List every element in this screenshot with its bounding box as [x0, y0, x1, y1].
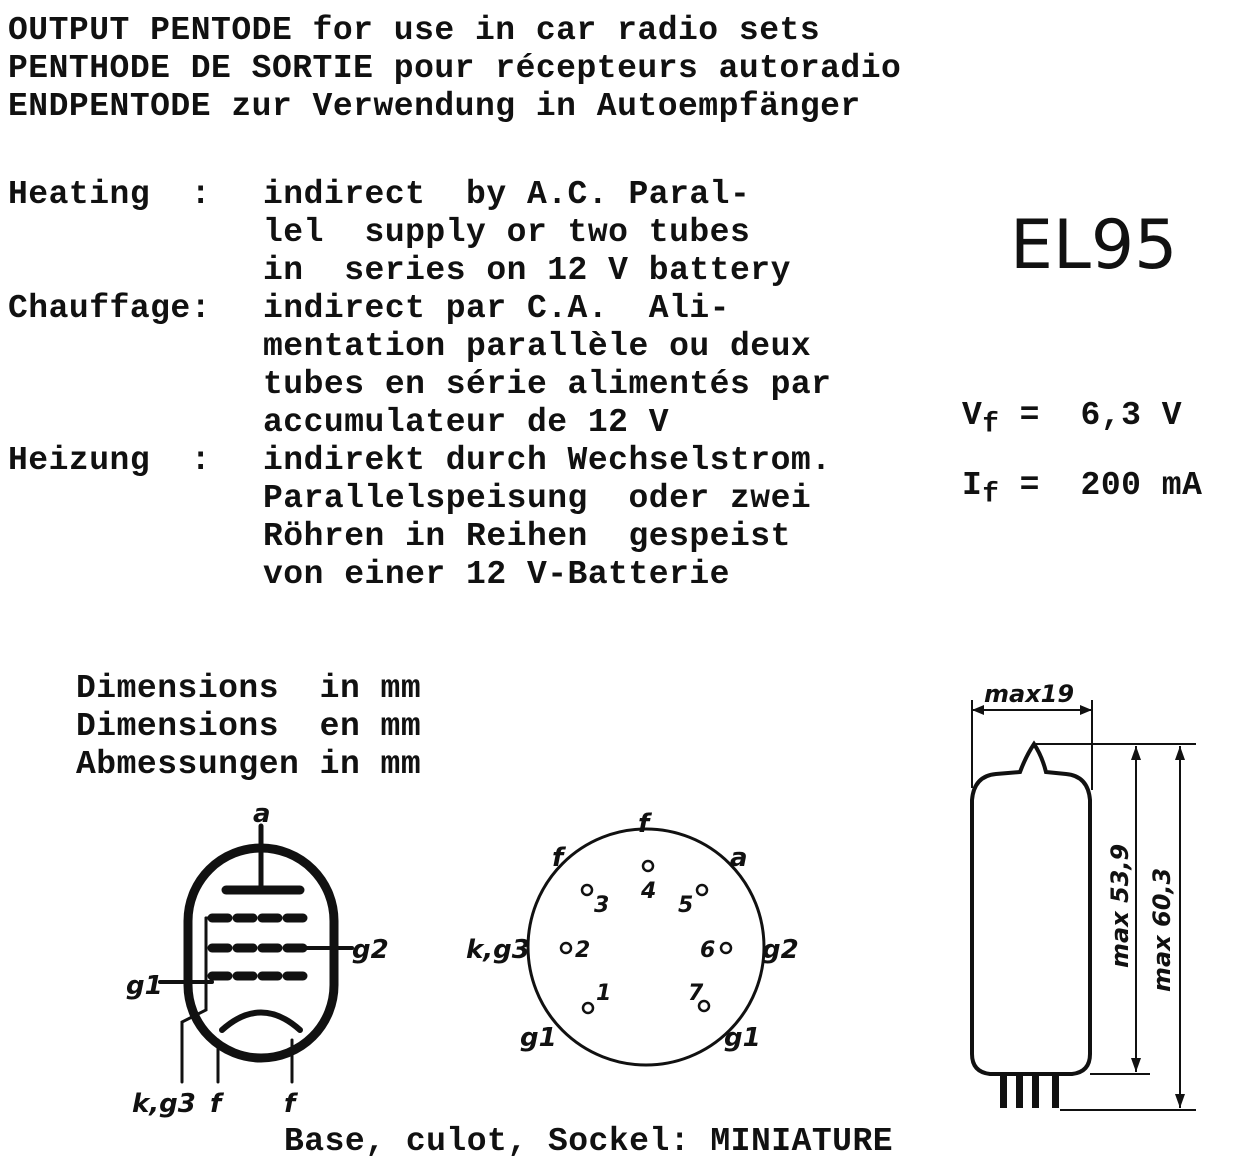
symbol-label-f1: f: [210, 1089, 222, 1119]
tube-symbol: [160, 826, 352, 1082]
height-539-arrow-bottom: [1131, 1058, 1141, 1072]
width-arrow-right: [1080, 705, 1092, 715]
pin-number-4: 4: [641, 879, 657, 904]
dimensions-fr: Dimensions en mm: [76, 708, 422, 745]
pinout-label-top-right: a: [730, 843, 748, 873]
heating-fr-line: indirect par C.A. Ali-: [263, 290, 730, 327]
width-arrow-left: [972, 705, 984, 715]
pinout-label-top-left: f: [552, 843, 564, 873]
tube-pin: [1052, 1076, 1059, 1108]
pin-4-hole: [643, 861, 653, 871]
pin-5-hole: [697, 885, 707, 895]
dimensions-en: Dimensions in mm: [76, 670, 422, 707]
pinout-label-bottom-right: g1: [724, 1023, 761, 1053]
pin-3-hole: [582, 885, 592, 895]
pinout-label-right: g2: [762, 935, 799, 965]
pin-number-3: 3: [594, 893, 610, 918]
heating-de-line: Parallelspeisung oder zwei: [263, 480, 812, 517]
height-603-arrow-bottom: [1175, 1094, 1185, 1108]
heating-en-line: lel supply or two tubes: [263, 214, 751, 251]
title-en: OUTPUT PENTODE for use in car radio sets: [8, 12, 821, 49]
pin-number-2: 2: [575, 938, 591, 963]
pinout-label-top: f: [638, 809, 650, 839]
pin-number-1: 1: [596, 981, 612, 1006]
tube-pin: [1000, 1076, 1007, 1108]
outline-height-603-label: max 60,3: [1148, 867, 1176, 992]
heating-en-line: in series on 12 V battery: [263, 252, 791, 289]
rating-vf-sub: f: [982, 409, 1000, 441]
base-type: Base, culot, Sockel: MINIATURE: [284, 1123, 894, 1160]
symbol-label-g1: g1: [126, 971, 163, 1001]
dimensions-de: Abmessungen in mm: [76, 746, 422, 783]
height-603-arrow-top: [1175, 746, 1185, 760]
heating-fr-label: Chauffage:: [8, 290, 212, 327]
pin-number-6: 6: [700, 938, 716, 963]
outline-height-539-label: max 53,9: [1106, 843, 1134, 968]
heating-de-label: Heizung :: [8, 442, 212, 479]
symbol-label-anode: a: [253, 799, 271, 829]
pin-1-hole: [583, 1003, 593, 1013]
pin-6-hole: [721, 943, 731, 953]
heating-en-label: Heating :: [8, 176, 212, 213]
rating-vf-value: = 6,3 V: [1019, 397, 1183, 434]
heating-en-line: indirect by A.C. Paral-: [263, 176, 751, 213]
rating-vf-symbol: V: [962, 397, 983, 434]
rating-if-sub: f: [982, 479, 1000, 511]
outline-width-label: max19: [984, 680, 1075, 708]
heating-fr-line: tubes en série alimentés par: [263, 366, 832, 403]
pin-number-7: 7: [688, 981, 704, 1006]
pin-number-5: 5: [678, 893, 694, 918]
tube-pin: [1032, 1076, 1039, 1108]
title-fr: PENTHODE DE SORTIE pour récepteurs autoradio: [8, 50, 902, 87]
pinout-label-left: k,g3: [466, 935, 530, 965]
symbol-label-f2: f: [284, 1089, 296, 1119]
rating-if-symbol: I: [962, 466, 983, 504]
heating-de-line: von einer 12 V-Batterie: [263, 556, 730, 593]
rating-if-value: = 200 mA: [1019, 466, 1203, 504]
tube-bulb: [972, 744, 1090, 1074]
title-de: ENDPENTODE zur Verwendung in Autoempfänger: [8, 88, 861, 125]
heating-de-line: indirekt durch Wechselstrom.: [263, 442, 832, 479]
height-539-arrow-top: [1131, 746, 1141, 760]
pinout-label-bottom-left: g1: [520, 1023, 557, 1053]
heating-fr-line: accumulateur de 12 V: [263, 404, 670, 441]
tube-pin: [1016, 1076, 1023, 1108]
symbol-label-kg3: k,g3: [132, 1089, 196, 1119]
symbol-label-g2: g2: [352, 935, 389, 965]
cathode: [222, 1013, 300, 1031]
pin-2-hole: [561, 943, 571, 953]
heating-fr-line: mentation parallèle ou deux: [263, 328, 812, 365]
heating-de-line: Röhren in Reihen gespeist: [263, 518, 791, 555]
type-code: EL95: [1010, 206, 1178, 285]
